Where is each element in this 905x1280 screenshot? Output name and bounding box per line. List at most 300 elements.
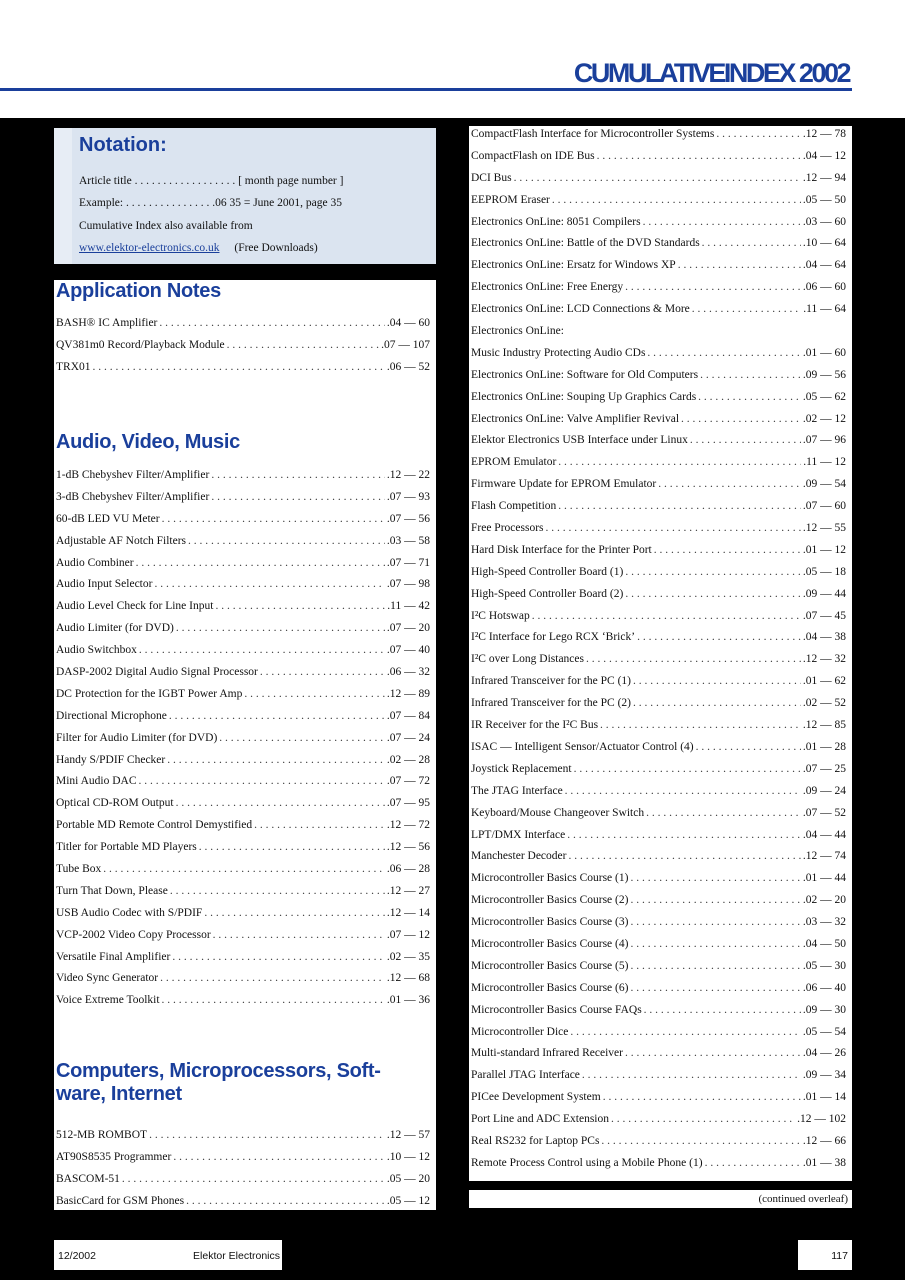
entry-leader [565,781,801,803]
entry-title: Electronics OnLine: Battle of the DVD Standards [471,237,700,250]
entry-title: I²C over Long Distances [471,653,584,666]
page-title-bold: CUMULATIVE [573,58,724,88]
index-entry [471,343,846,365]
entry-reference: .05 — 50 [802,193,846,206]
entry-title: Remote Process Control using a Mobile Phone (1) [471,1156,703,1169]
index-entry [471,584,846,606]
entry-reference: .12 — 32 [802,653,846,666]
entry-title: Turn That Down, Please [56,884,168,897]
entry-title: Microcontroller Basics Course (5) [471,959,629,972]
audio-list [56,465,430,1012]
entry-leader [633,671,801,693]
entry-leader [705,1153,801,1175]
index-entry [56,771,430,793]
entry-leader [574,759,801,781]
section-title-computers-line2: ware, Internet [56,1083,182,1105]
index-entry [471,715,846,737]
entry-reference: .05 — 62 [802,390,846,403]
entry-title: DC Protection for the IGBT Power Amp [56,687,243,700]
entry-title: Parallel JTAG Interface [471,1069,580,1082]
entry-title: Microcontroller Basics Course (4) [471,937,629,950]
index-entry [471,890,846,912]
header-band [0,0,905,118]
entry-reference: .01 — 14 [802,1091,846,1104]
entry-title: EPROM Emulator [471,456,557,469]
entry-leader [716,124,801,146]
entry-title: Multi-standard Infrared Receiver [471,1047,623,1060]
entry-leader [154,574,384,596]
entry-leader [139,771,385,793]
entry-title: Manchester Decoder [471,850,567,863]
index-entry [471,846,846,868]
entry-leader [633,693,801,715]
entry-leader [678,255,801,277]
entry-reference: .09 — 54 [802,478,846,491]
index-entry [471,562,846,584]
notation-line-availability: Cumulative Index also available from [79,220,253,232]
index-entry [471,649,846,671]
index-entry [471,781,846,803]
entry-reference: .06 — 28 [386,863,430,876]
entry-reference: .03 — 58 [386,534,430,547]
notation-example-value: .06 35 = June 2001, page 35 [212,197,342,209]
entry-reference: .04 — 64 [802,259,846,272]
index-entry [56,750,430,772]
entry-leader [93,357,385,379]
entry-title: Handy S/PDIF Checker [56,753,166,766]
entry-leader [219,728,385,750]
index-entry [56,837,430,859]
entry-leader [644,1000,801,1022]
entry-leader [167,750,385,772]
page-number: 117 [831,1250,848,1262]
index-entry [471,496,846,518]
entry-reference: .07 — 24 [386,731,430,744]
entry-reference: .12 — 78 [802,128,846,140]
entry-title: Electronics OnLine: Valve Amplifier Revival [471,412,680,425]
entry-title: Audio Limiter (for DVD) [56,622,174,635]
download-link[interactable]: www.elektor-electronics.co.uk [79,242,220,254]
computers-list-continued [471,124,846,1175]
continued-note: (continued overleaf) [469,1190,852,1208]
index-entry [56,618,430,640]
entry-title: 512-MB ROMBOT [56,1129,148,1141]
entry-leader [211,487,385,509]
entry-leader [567,825,801,847]
entry-title: Electronics OnLine: [471,325,564,338]
index-entry [471,321,846,343]
entry-reference: .02 — 35 [386,950,430,963]
entry-reference: .01 — 44 [802,872,846,885]
entry-title: CompactFlash Interface for Microcontroller Systems [471,128,715,140]
entry-reference: .05 — 12 [386,1194,430,1207]
entry-reference: .02 — 20 [802,894,846,907]
index-entry [471,299,846,321]
entry-title: EEPROM Eraser [471,193,550,206]
entry-reference: .12 — 68 [386,972,430,985]
entry-title: IR Receiver for the I²C Bus [471,719,599,732]
index-entry [56,487,430,509]
index-entry [56,574,430,596]
entry-leader [199,837,385,859]
section-title-computers [56,1060,381,1106]
entry-reference: .05 — 18 [802,565,846,578]
entry-title: Elektor Electronics USB Interface under Linux [471,434,688,447]
entry-reference: .03 — 32 [802,916,846,929]
entry-title: Free Processors [471,522,544,535]
index-entry [471,452,846,474]
entry-title: Audio Switchbox [56,644,137,657]
entry-title: I²C Interface for Lego RCX ‘Brick’ [471,631,636,644]
index-entry [56,640,430,662]
entry-reference: .09 — 34 [802,1069,846,1082]
application-notes-list [56,313,430,379]
entry-leader [552,190,801,212]
index-entry [56,881,430,903]
entry-title: Portable MD Remote Control Demystified [56,819,253,832]
entry-leader [625,277,801,299]
entry-reference: .07 — 84 [386,709,430,722]
entry-reference: .07 — 98 [386,578,430,591]
entry-reference: .07 — 45 [802,609,846,622]
index-entry [471,978,846,1000]
entry-reference: .04 — 26 [802,1047,846,1060]
entry-reference: .05 — 30 [802,959,846,972]
entry-title: BASH® IC Amplifier [56,317,158,329]
index-entry [471,518,846,540]
index-entry [471,693,846,715]
entry-title: Joystick Replacement [471,762,572,775]
entry-leader [514,168,801,190]
entry-leader [586,649,801,671]
index-entry [471,759,846,781]
entry-reference: .06 — 40 [802,981,846,994]
entry-title: Versatile Final Amplifier [56,950,171,963]
index-entry [471,168,846,190]
entry-title: QV381m0 Record/Playback Module [56,338,225,351]
entry-leader [176,793,385,815]
entry-leader [630,868,800,890]
entry-reference: .06 — 52 [386,360,430,373]
index-entry [471,540,846,562]
entry-leader [702,233,801,255]
entry-title: AT90S8535 Programmer [56,1150,172,1163]
entry-title: Microcontroller Basics Course (1) [471,872,629,885]
entry-reference: .09 — 30 [802,1003,846,1016]
entry-title: Optical CD-ROM Output [56,797,174,810]
index-entry [56,990,430,1012]
entry-title: Keyboard/Mouse Changeover Switch [471,806,645,819]
entry-reference: .12 — 85 [802,719,846,732]
entry-reference: .12 — 55 [802,522,846,535]
index-entry [56,662,430,684]
entry-leader [532,606,801,628]
index-entry [56,1169,430,1191]
entry-reference: .04 — 50 [802,937,846,950]
entry-leader [244,684,385,706]
entry-title: Filter for Audio Limiter (for DVD) [56,731,218,744]
entry-title: ISAC — Intelligent Sensor/Actuator Control (4) [471,740,694,753]
entry-reference: .12 — 22 [386,469,430,481]
notation-stripe [54,128,72,264]
index-entry [56,553,430,575]
entry-leader [162,990,385,1012]
entry-title: VCP-2002 Video Copy Processor [56,928,211,941]
entry-reference: .07 — 95 [386,797,430,810]
index-entry [56,684,430,706]
index-entry [471,212,846,234]
index-entry [56,313,430,335]
entry-leader [568,846,800,868]
entry-leader [122,1169,385,1191]
entry-title: Flash Competition [471,500,557,513]
entry-leader [630,978,800,1000]
footer-right [798,1240,852,1270]
index-entry [56,509,430,531]
entry-leader [646,803,801,825]
entry-reference: .05 — 54 [802,1025,846,1038]
entry-leader [681,409,801,431]
footer-publication: Elektor Electronics [193,1250,280,1262]
index-entry [471,124,846,146]
entry-reference: .01 — 12 [802,543,846,556]
index-entry [471,277,846,299]
index-entry [56,793,430,815]
download-note: (Free Downloads) [234,242,318,254]
index-entry [471,912,846,934]
section-title-application-notes: Application Notes [56,280,221,302]
notation-line-article: Article title . . . . . . . . . . . . . . . . . . [ month page number ] [79,175,344,187]
entry-title: BasicCard for GSM Phones [56,1194,185,1207]
entry-leader [159,313,384,335]
page-title [574,60,849,87]
entry-leader [173,1147,385,1169]
index-entry [471,430,846,452]
index-entry [471,1043,846,1065]
index-entry [471,1022,846,1044]
entry-title: I²C Hotswap [471,609,530,622]
entry-reference: .07 — 71 [386,556,430,569]
entry-reference: .12 — 57 [386,1129,430,1141]
entry-title: USB Audio Codec with S/PDIF [56,906,203,919]
right-column [469,126,852,1181]
entry-title: Infrared Transceiver for the PC (2) [471,697,631,710]
notation-article-label: Article title [79,175,132,187]
entry-title: Microcontroller Basics Course (2) [471,894,629,907]
entry-reference: .07 — 25 [802,762,846,775]
left-column [54,280,436,1210]
entry-title: Port Line and ADC Extension [471,1113,609,1126]
entry-leader [227,335,379,357]
entry-leader [103,859,385,881]
entry-title: Hard Disk Interface for the Printer Port [471,543,652,556]
entry-title: Adjustable AF Notch Filters [56,534,187,547]
entry-reference: .12 — 94 [802,171,846,184]
entry-title: CompactFlash on IDE Bus [471,149,595,162]
entry-leader [186,1191,385,1213]
footer-issue: 12/2002 [58,1250,96,1262]
entry-leader [625,584,801,606]
index-entry [56,947,430,969]
entry-reference: .07 — 96 [802,434,846,447]
entry-leader [149,1125,385,1147]
entry-reference: .09 — 24 [802,784,846,797]
entry-title: Microcontroller Dice [471,1025,569,1038]
entry-leader [643,212,801,234]
entry-reference: .02 — 52 [802,697,846,710]
index-entry [471,146,846,168]
entry-leader [139,640,385,662]
notation-line-example: Example: . . . . . . . . . . . . . . . .06 35 = June 2001, page 35 [79,197,342,209]
index-entry [471,1109,846,1131]
index-entry [56,706,430,728]
entry-title: Mini Audio DAC [56,775,137,788]
entry-leader [162,509,385,531]
entry-title: Electronics OnLine: Free Energy [471,281,624,294]
index-entry [471,365,846,387]
entry-title: BASCOM-51 [56,1172,120,1185]
entry-reference: .04 — 38 [802,631,846,644]
entry-title: DCI Bus [471,171,512,184]
entry-title: Infrared Transceiver for the PC (1) [471,675,631,688]
entry-title: Audio Input Selector [56,578,153,591]
entry-reference: .07 — 93 [386,490,430,503]
entry-leader [630,890,800,912]
entry-leader [582,1065,801,1087]
notation-box [54,128,436,264]
index-entry [471,255,846,277]
index-entry [56,1191,430,1213]
entry-title: Microcontroller Basics Course (3) [471,916,629,929]
entry-title: High-Speed Controller Board (2) [471,587,624,600]
entry-title: High-Speed Controller Board (1) [471,565,624,578]
section-title-computers-line1: Computers, Microprocessors, Soft- [56,1060,381,1082]
entry-leader [698,387,801,409]
entry-title: PICee Development System [471,1091,601,1104]
index-entry [56,728,430,750]
index-entry [471,868,846,890]
entry-leader [601,1131,800,1153]
index-entry [56,859,430,881]
index-entry [471,474,846,496]
entry-title: Real RS232 for Laptop PCs [471,1134,600,1147]
entry-reference: .10 — 64 [802,237,846,250]
entry-leader [597,146,801,168]
entry-reference: .03 — 60 [802,215,846,228]
entry-title: 60-dB LED VU Meter [56,512,160,525]
index-entry [56,925,430,947]
entry-leader [630,934,800,956]
entry-reference: .12 — 14 [386,906,430,919]
index-entry [471,606,846,628]
index-entry [471,737,846,759]
index-entry [471,409,846,431]
index-entry [471,1131,846,1153]
entry-reference: .01 — 62 [802,675,846,688]
index-entry [471,190,846,212]
entry-leader [611,1109,795,1131]
entry-reference: .12 — 74 [802,850,846,863]
entry-reference: .12 — 102 [797,1113,846,1126]
entry-leader [260,662,385,684]
entry-reference: .07 — 20 [386,622,430,635]
index-entry [471,387,846,409]
entry-title: Microcontroller Basics Course (6) [471,981,629,994]
entry-reference: .01 — 38 [802,1156,846,1169]
entry-leader [647,343,800,365]
entry-leader [546,518,801,540]
entry-reference: .12 — 27 [386,884,430,897]
entry-reference: .12 — 72 [386,819,430,832]
entry-title: 1-dB Chebyshev Filter/Amplifier [56,469,210,481]
entry-reference: .07 — 60 [802,500,846,513]
entry-reference: .07 — 40 [386,644,430,657]
entry-leader [213,925,385,947]
index-entry [471,627,846,649]
entry-title: Video Sync Generator [56,972,159,985]
entry-reference: .09 — 44 [802,587,846,600]
entry-leader [254,815,385,837]
entry-leader [172,947,385,969]
entry-title: Tube Box [56,863,102,876]
entry-reference: .11 — 64 [803,303,846,316]
entry-reference: .07 — 12 [386,928,430,941]
index-entry [471,956,846,978]
entry-title: Voice Extreme Toolkit [56,994,160,1007]
entry-leader [637,627,801,649]
entry-reference: .07 — 107 [381,338,430,351]
notation-line-link [79,241,424,255]
entry-title: Music Industry Protecting Audio CDs [471,346,646,359]
entry-reference: .04 — 44 [802,828,846,841]
header-rule [0,88,852,91]
footer-left [54,1240,282,1270]
page-title-rest: INDEX 2002 [723,58,849,88]
entry-reference: .11 — 42 [387,600,430,613]
entry-reference: .10 — 12 [386,1150,430,1163]
index-entry [56,815,430,837]
entry-title: The JTAG Interface [471,784,563,797]
entry-reference: .12 — 66 [802,1134,846,1147]
index-entry [56,968,430,990]
entry-reference: .01 — 28 [802,740,846,753]
notation-heading: Notation: [79,134,167,156]
entry-leader [630,912,800,934]
entry-reference: .01 — 60 [802,346,846,359]
entry-title: Electronics OnLine: Ersatz for Windows XP [471,259,676,272]
index-entry [471,803,846,825]
entry-title: Firmware Update for EPROM Emulator [471,478,657,491]
entry-leader [692,299,802,321]
entry-reference: .04 — 12 [802,149,846,162]
index-entry [471,1087,846,1109]
entry-leader [170,881,385,903]
entry-title: Electronics OnLine: Souping Up Graphics Cards [471,390,697,403]
index-entry [471,1065,846,1087]
entry-reference: .11 — 12 [803,456,846,469]
entry-leader [169,706,385,728]
index-entry [56,531,430,553]
entry-leader [690,430,801,452]
entry-title: Directional Microphone [56,709,167,722]
entry-leader [160,968,385,990]
entry-leader [570,1022,800,1044]
entry-leader [136,553,385,575]
index-entry [471,233,846,255]
entry-title: Titler for Portable MD Players [56,841,197,854]
entry-title: Audio Combiner [56,556,134,569]
section-title-audio: Audio, Video, Music [56,431,240,453]
